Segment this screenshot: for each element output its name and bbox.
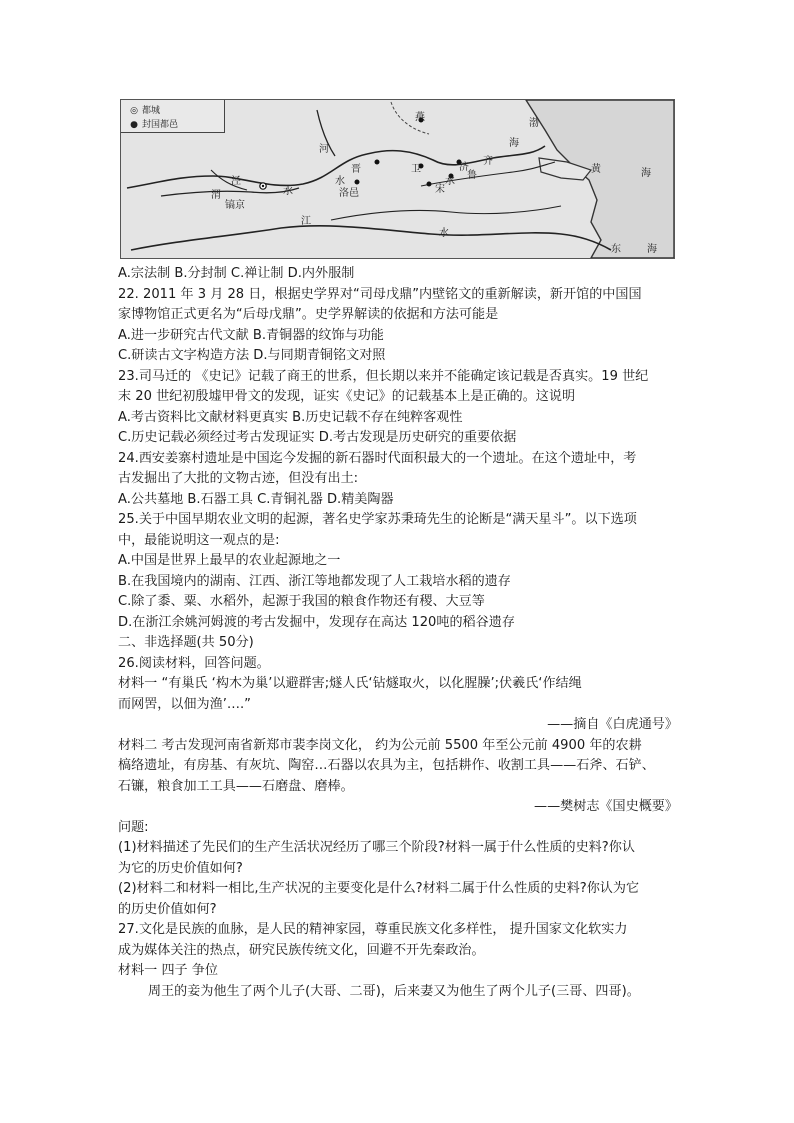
q26-question2-line1: (2)材料二和材料一相比,生产状况的主要变化是什么?材料二属于什么性质的史料?你认为它 <box>118 881 640 896</box>
q22-options-line2: C.研读古文字构造方法 D.与同期青铜铭文对照 <box>118 348 386 363</box>
q25-option-a: A.中国是世界上最早的农业起源地之一 <box>118 553 341 568</box>
map-label-he: 河 <box>319 144 329 155</box>
q26-material2-line2: 槁络遗址，有房基、有灰坑、陶窑…石器以农具为主，包括耕作、收割工具——石斧、石铲、 <box>118 758 655 773</box>
legend-fief-label: 封国都邑 <box>142 120 179 130</box>
map-label-huang: 黄 <box>591 164 601 175</box>
q25-stem-line1: 25.关于中国早期农业文明的起源，著名史学家苏秉琦先生的论断是“满天星斗”。以下选项 <box>118 512 637 527</box>
q26-stem: 26.阅读材料，回答问题。 <box>118 655 270 671</box>
q24-stem-line2: 古发掘出了大批的文物古迹，但没有出土: <box>118 471 359 486</box>
q26-question1-line2: 为它的历史价值如何? <box>118 860 243 876</box>
q25-option-b: B.在我国境内的湖南、江西、浙江等地都发现了人工栽培水稻的遗存 <box>118 573 511 589</box>
map-label-wei-river: 渭 <box>211 190 221 201</box>
map-label-jiang: 江 <box>301 216 311 227</box>
q25-stem-line2: 中，最能说明这一观点的是: <box>118 532 280 548</box>
q25-option-c: C.除了黍、粟、水稻外，起源于我国的粮食作物还有稷、大豆等 <box>118 594 485 609</box>
q26-material2-line3: 石镰，粮食加工工具——石磨盘、磨棒。 <box>118 778 354 794</box>
q26-question2-line2: 的历史价值如何? <box>118 901 217 917</box>
map-label-song: 宋 <box>435 184 445 195</box>
map-label-dong: 东 <box>611 244 621 255</box>
q26-material1-line1: 材料一 “有巢氏 ‘构木为巢’以避群害;燧人氏‘钻燧取火，以化腥臊’;伏羲氏‘作结绳 <box>118 676 582 691</box>
map-label-luoyi: 洛邑 <box>339 188 359 199</box>
map-label-yan: 燕 <box>415 112 425 123</box>
q27-stem-line1: 27.文化是民族的血脉，是人民的精神家园，尊重民族文化多样性， 提升国家文化软实力 <box>118 922 628 937</box>
q23-stem-line1: 23.司马迁的 《史记》记载了商王的世系，但长期以来并不能确定该记载是否真实。19 世纪 <box>118 368 649 384</box>
q27-material1-title: 材料一 四子 争位 <box>118 963 218 978</box>
map-label-hai3: 海 <box>647 244 657 255</box>
q26-material1-source: ——摘自《白虎通号》 <box>547 717 678 732</box>
exam-text <box>118 264 678 1002</box>
q22-stem-line1: 22. 2011 年 3 月 28 日，根据史学界对“司母戊鼎”内壁铭文的重新解读，新开馆的中国国 <box>118 286 642 302</box>
map-label-ji: 济 <box>459 162 469 173</box>
western-zhou-map <box>120 99 675 259</box>
map-label-bo: 渤 <box>529 118 539 129</box>
q26-material1-line2: 而网罟，以佃为渔’….” <box>118 696 251 712</box>
q23-stem-line2: 末 20 世纪初殷墟甲骨文的发现，证实《史记》的记载基本上是正确的。这说明 <box>118 389 576 404</box>
map-label-jing: 泾 <box>231 176 241 187</box>
q25-option-d: D.在浙江余姚河姆渡的考古发掘中，发现存在高达 120吨的稻谷遗存 <box>118 614 515 630</box>
q26-question1-line1: (1)材料描述了先民们的生产生活状况经历了哪三个阶段?材料一属于什么性质的史料?你认 <box>118 840 635 855</box>
q23-options-line1: A.考古资料比文献材料更真实 B.历史记载不存在纯粹客观性 <box>118 409 463 425</box>
legend-capital <box>129 103 160 116</box>
map-label-lu: 鲁 <box>467 170 477 181</box>
fief-marker-icon: ● <box>130 120 138 130</box>
map-label-hai2: 海 <box>641 168 651 179</box>
q21-options: A.宗法制 B.分封制 C.禅让制 D.内外服制 <box>118 266 355 281</box>
q22-stem-line2: 家博物馆正式更名为“后母戊鼎”。史学界解读的依据和方法可能是 <box>118 307 499 322</box>
map-label-haojing: 镐京 <box>225 200 245 211</box>
section2-heading: 二、非选择题(共 50分) <box>118 635 254 650</box>
q24-options: A.公共墓地 B.石器工具 C.青铜礼器 D.精美陶器 <box>118 491 394 507</box>
map-label-hai1: 海 <box>509 138 519 149</box>
q26-material2-line1: 材料二 考古发现河南省新郑市裴李岗文化， 约为公元前 5500 年至公元前 4900 年的农耕 <box>118 737 642 753</box>
map-label-jin: 晋 <box>351 164 361 175</box>
map-label-wei: 卫 <box>411 164 421 175</box>
map-label-qi: 齐 <box>483 156 493 167</box>
q24-stem-line1: 24.西安姜寨村遗址是中国迄今发掘的新石器时代面积最大的一个遗址。在这个遗址中，考 <box>118 450 637 466</box>
map-label-shui1: 水 <box>335 176 345 187</box>
q26-questions-label: 问题: <box>118 819 149 835</box>
legend-fief <box>129 117 178 130</box>
capital-marker-icon: ◎ <box>130 106 138 116</box>
q26-material2-source: ——樊树志《国史概要》 <box>533 799 678 814</box>
q27-stem-line2: 成为媒体关注的热点，研究民族传统文化，回避不开先秦政治。 <box>118 942 485 958</box>
q27-material1-text: 周王的妾为他生了两个儿子(大哥、二哥)，后来妻又为他生了两个儿子(三哥、四哥)。 <box>148 983 640 999</box>
q23-options-line2: C.历史记载必须经过考古发现证实 D.考古发现是历史研究的重要依据 <box>118 430 517 445</box>
map-label-shui3: 水 <box>283 186 293 197</box>
map-label-shui4: 水 <box>439 228 449 239</box>
map-label-shui2: 水 <box>445 176 455 187</box>
map-legend <box>121 100 225 133</box>
legend-capital-label: 都城 <box>142 106 161 116</box>
q22-options-line1: A.进一步研究古代文献 B.青铜器的纹饰与功能 <box>118 327 384 343</box>
